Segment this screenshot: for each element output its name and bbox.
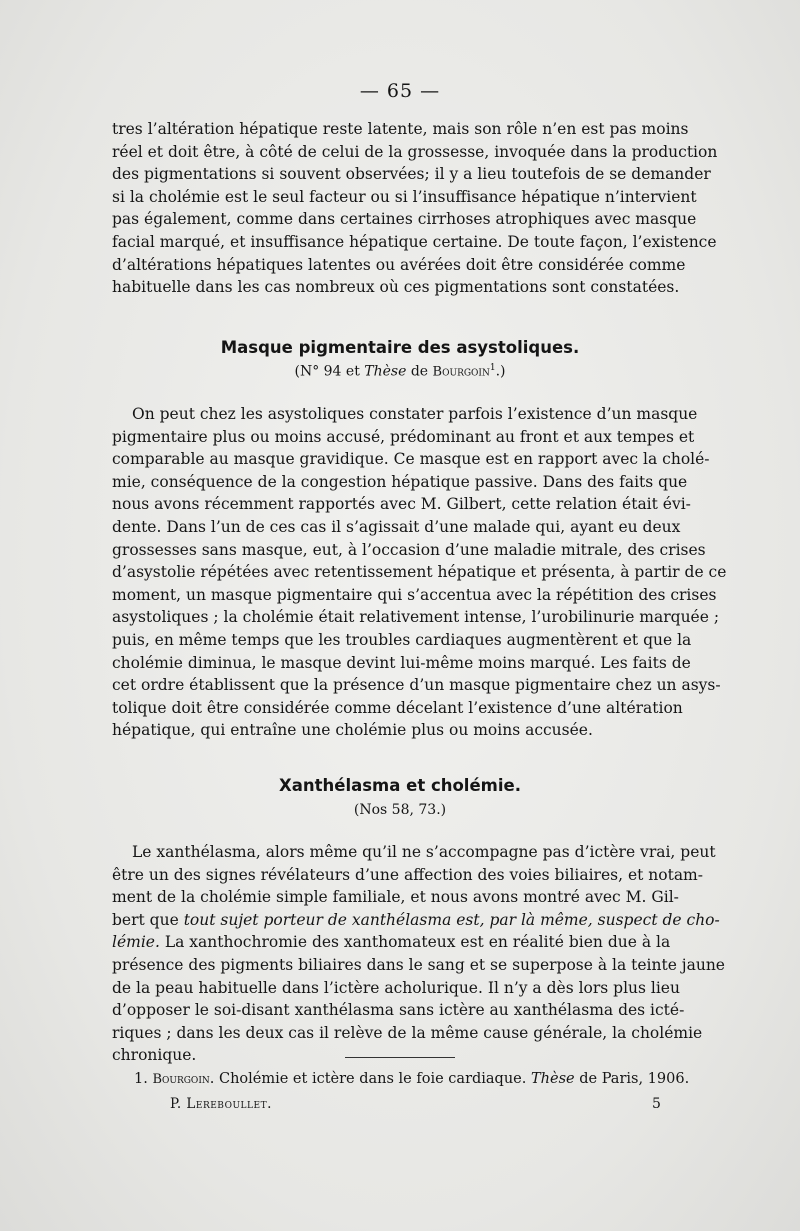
text-fragment: La xanthochromie des xanthomateux est en réalité bien due à la (159, 933, 671, 952)
text-line: nous avons récemment rapportés avec M. Gilbert, cette relation était évi- (112, 495, 691, 514)
text-line: mie, conséquence de la congestion hépatique passive. Dans des faits que (112, 472, 688, 491)
footnote-number: 1. (134, 1071, 148, 1087)
signature-mark: P. Lereboullet. (170, 1096, 272, 1112)
page-number: — 65 — (359, 80, 441, 102)
footnote-text: . Cholémie et ictère dans le foie cardiaque. (209, 1071, 531, 1087)
section-reference-masque (0, 363, 800, 380)
text-line: pigmentaire plus ou moins accusé, prédominant au front et aux tempes et (112, 427, 695, 446)
reference-these: Thèse (364, 363, 407, 380)
text-line: d’asystolie répétées avec retentissement hépatique et présenta, à partir de ce (112, 563, 727, 582)
text-line: dente. Dans l’un de ces cas il s’agissait d’une malade qui, ayant eu deux (112, 517, 681, 536)
footnote-text-end: de Paris, 1906. (574, 1071, 690, 1087)
text-line: facial marqué, et insuffisance hépatique certaine. De toute façon, l’existence (112, 232, 717, 251)
text-line: grossesses sans masque, eut, à l’occasion d’une maladie mitrale, des crises (112, 540, 706, 559)
text-line-with-italic (112, 931, 671, 954)
text-line: réel et doit être, à côté de celui de la grossesse, invoquée dans la production (112, 142, 718, 161)
footnote-marker: 1 (489, 363, 496, 373)
text-line: On peut chez les asystoliques constater parfois l’existence d’un masque (132, 405, 698, 423)
footnote-author: Bourgoin (152, 1072, 210, 1087)
text-line: asystoliques ; la cholémie était relativement intense, l’urobilinurie marquée ; (112, 608, 720, 627)
text-line-with-italic (112, 909, 720, 932)
text-line: tolique doit être considérée comme décelant l’existence d’une altération (112, 698, 683, 717)
text-line: d’altérations hépatiques latentes ou avérées doit être considérée comme (112, 255, 686, 274)
italic-fragment: tout sujet porteur de xanthélasma est, par là même, suspect de cho- (183, 910, 720, 929)
section-reference-xanthelasma: (Nos 58, 73.) (353, 802, 447, 818)
footnote (134, 1071, 690, 1087)
section-heading-xanthelasma: Xanthélasma et cholémie. (279, 776, 521, 795)
footnote-divider (345, 1057, 455, 1058)
text-line: tres l’altération hépatique reste latente, mais son rôle n’en est pas moins (112, 120, 689, 138)
text-line: Le xanthélasma, alors même qu’il ne s’accompagne pas d’ictère vrai, peut (132, 843, 716, 861)
text-line: cet ordre établissent que la présence d’un masque pigmentaire chez un asys- (112, 676, 721, 695)
text-fragment: bert que (112, 910, 179, 929)
xanthelasma-paragraph (112, 841, 725, 1067)
text-line: cholémie diminua, le masque devint lui-même moins marqué. Les faits de (112, 653, 691, 672)
section-heading-masque: Masque pigmentaire des asystoliques. (220, 338, 580, 357)
text-line: hépatique, qui entraîne une cholémie plus ou moins accusée. (112, 721, 593, 740)
text-line: puis, en même temps que les troubles cardiaques augmentèrent et que la (112, 630, 692, 649)
reference-de: de (406, 363, 433, 380)
reference-author: Bourgoin (432, 364, 490, 380)
text-line: comparable au masque gravidique. Ce masque est en rapport avec la cholé- (112, 450, 710, 469)
sheet-number: 5 (652, 1096, 661, 1112)
text-line: présence des pigments biliaires dans le sang et se superpose à la teinte jaune (112, 955, 725, 974)
text-line: pas également, comme dans certaines cirrhoses atrophiques avec masque (112, 210, 697, 229)
text-line: ment de la cholémie simple familiale, et nous avons montré avec M. Gil- (112, 888, 679, 907)
masque-paragraph (112, 403, 727, 742)
footnote-these: Thèse (530, 1071, 575, 1087)
text-line: si la cholémie est le seul facteur ou si l’insuffisance hépatique n’intervient (112, 187, 697, 206)
intro-paragraph (112, 118, 718, 299)
text-line: des pigmentations si souvent observées; il y a lieu toutefois de se demander (112, 165, 711, 184)
text-line: être un des signes révélateurs d’une affection des voies biliaires, et notam- (112, 865, 703, 884)
reference-suffix: .) (495, 363, 506, 380)
text-line: moment, un masque pigmentaire qui s’accentua avec la répétition des crises (112, 585, 717, 604)
text-line: d’opposer le soi-disant xanthélasma sans ictère au xanthélasma des icté- (112, 1001, 685, 1020)
reference-prefix: (N° 94 et (294, 363, 365, 380)
text-line: habituelle dans les cas nombreux où ces pigmentations sont constatées. (112, 278, 680, 297)
italic-fragment: lémie. (112, 933, 160, 952)
text-line: de la peau habituelle dans l’ictère acholurique. Il n’y a dès lors plus lieu (112, 978, 680, 997)
text-line: riques ; dans les deux cas il relève de la même cause générale, la cholémie (112, 1023, 703, 1042)
text-line: chronique. (112, 1046, 197, 1065)
